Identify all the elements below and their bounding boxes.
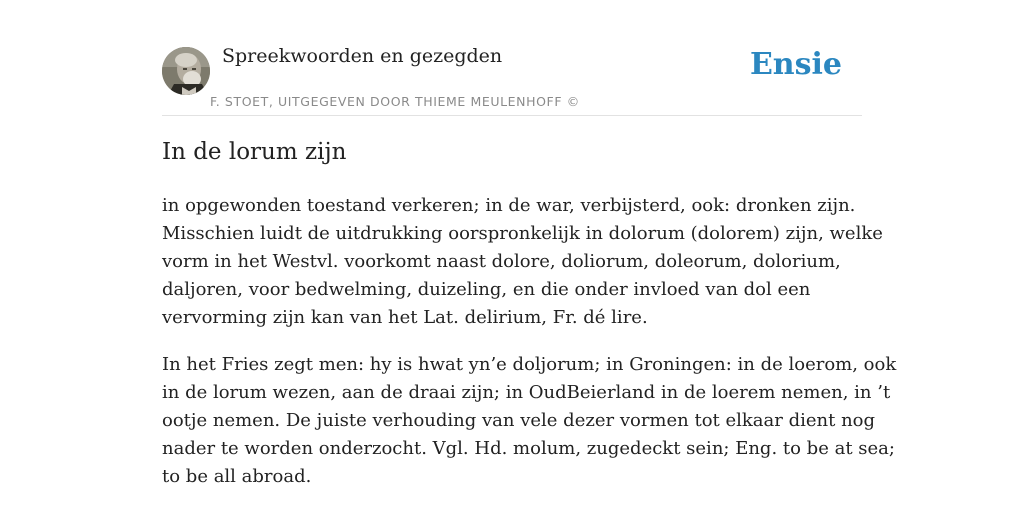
entry-title: In de lorum zijn (162, 139, 347, 165)
author-avatar (162, 47, 210, 95)
paragraph-line: to be all abroad. (162, 466, 312, 487)
entry-paragraph (162, 192, 883, 332)
paragraph-line: In het Fries zegt men: hy is hwat yn’e doljorum; in Groningen: in de loerom, ook (162, 354, 897, 375)
ensie-logo[interactable]: Ensie (749, 47, 842, 82)
entry-card (162, 0, 897, 512)
entry-paragraph (162, 351, 897, 491)
paragraph-line: daljoren, voor bedwelming, duizeling, en die onder invloed van dol een (162, 279, 811, 300)
source-title[interactable]: Spreekwoorden en gezegden (222, 45, 503, 67)
source-credit: F. STOET, UITGEGEVEN DOOR THIEME MEULENHOFF © (210, 94, 580, 109)
paragraph-line: in de lorum wezen, aan de draai zijn; in OudBeierland in de loerem nemen, in ’t (162, 382, 891, 403)
paragraph-line: ootje nemen. De juiste verhouding van vele dezer vormen tot elkaar dient nog (162, 410, 876, 431)
paragraph-line: Misschien luidt de uitdrukking oorspronkelijk in dolorum (dolorem) zijn, welke (162, 223, 883, 244)
paragraph-line: in opgewonden toestand verkeren; in de war, verbijsterd, ook: dronken zijn. (162, 195, 856, 216)
paragraph-line: vorm in het Westvl. voorkomt naast dolore, doliorum, doleorum, dolorium, (162, 251, 841, 272)
paragraph-line: vervorming zijn kan van het Lat. delirium, Fr. dé lire. (162, 307, 648, 328)
source-header (162, 0, 862, 116)
paragraph-line: nader te worden onderzocht. Vgl. Hd. molum, zugedeckt sein; Eng. to be at sea; (162, 438, 895, 459)
